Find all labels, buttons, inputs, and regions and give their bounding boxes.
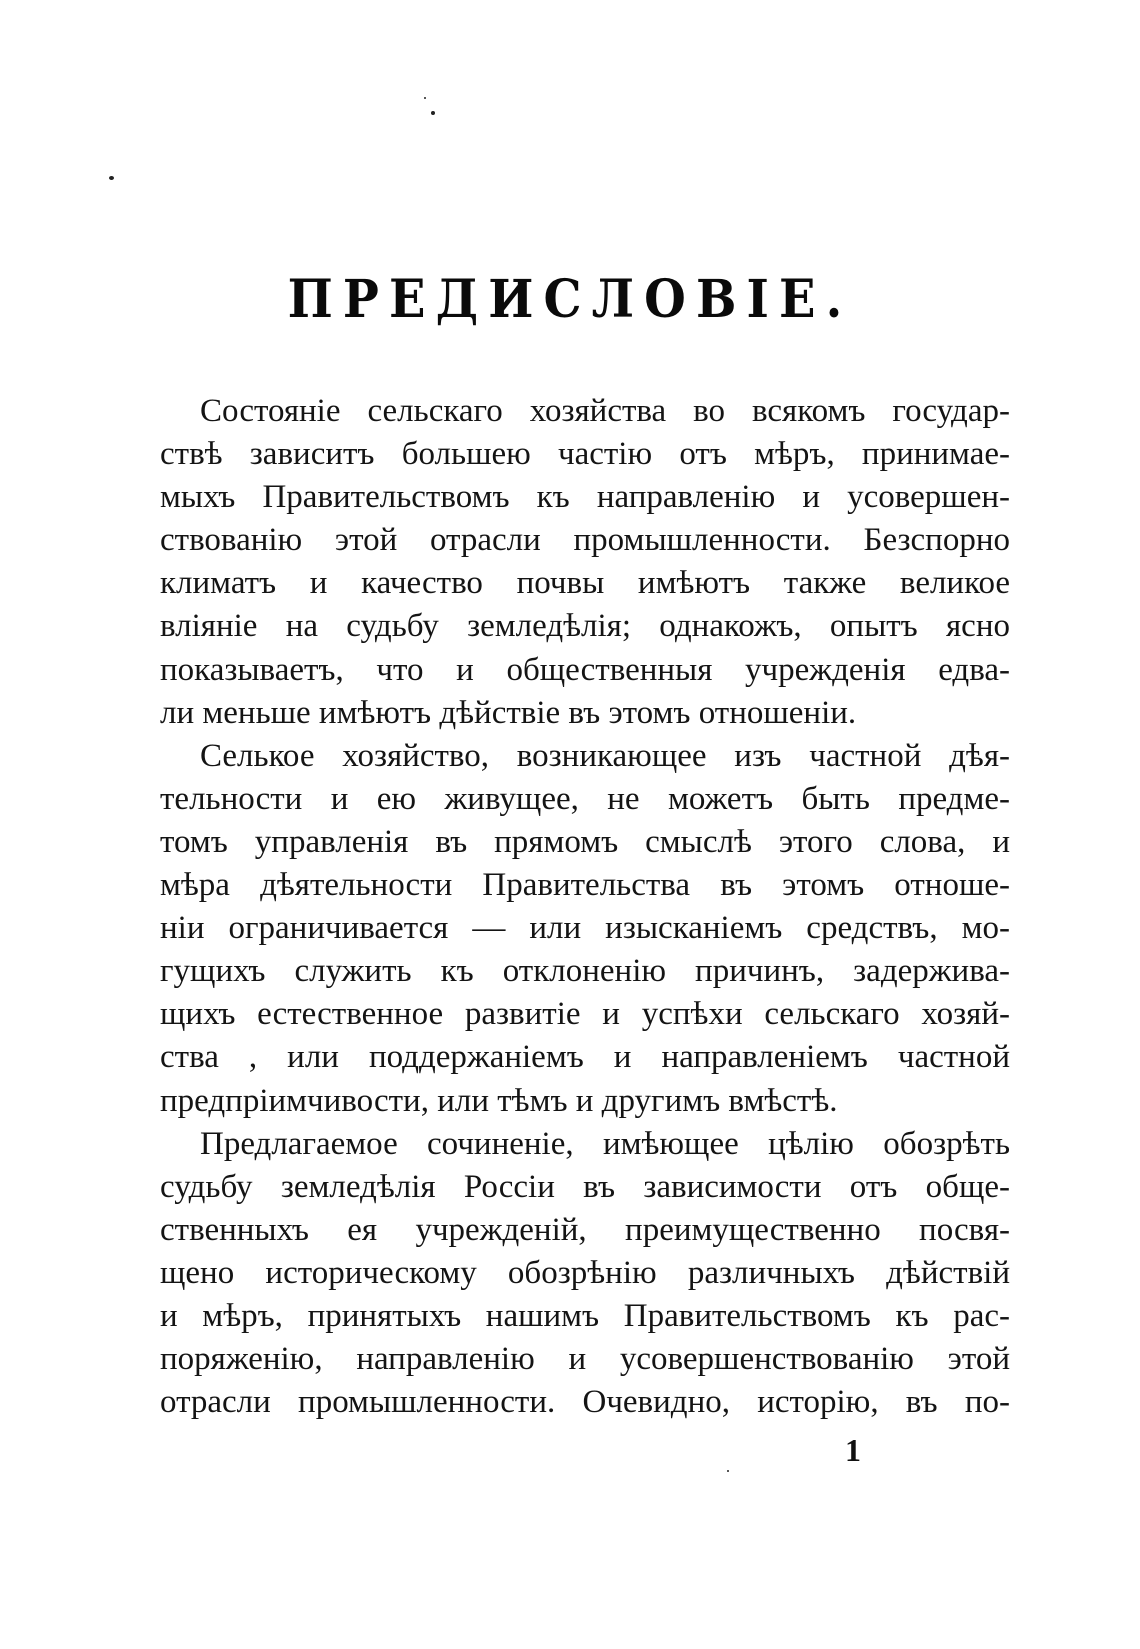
- text-line: мѣра дѣятельности Правительства въ этомъ отноше-: [160, 867, 1010, 904]
- text-line: Селькое хозяйство, возникающее изъ частной дѣя-: [200, 737, 1010, 774]
- text-line: ли меньше имѣютъ дѣйствіе въ этомъ отношеніи.: [160, 694, 857, 731]
- text-line: щихъ естественное развитіе и успѣхи сельскаго хозяй-: [160, 996, 1010, 1033]
- text-line: томъ управленія въ прямомъ смыслѣ этого слова, и: [160, 823, 1010, 860]
- text-line: ства , или поддержаніемъ и направленіемъ частной: [160, 1039, 1010, 1076]
- text-line: ніи ограничивается — или изысканіемъ средствъ, мо-: [160, 910, 1010, 947]
- text-line: предпріимчивости, или тѣмъ и другимъ вмѣстѣ.: [160, 1082, 838, 1119]
- page-title: ПРЕДИСЛОВІЕ.: [287, 269, 853, 330]
- text-line: вліяніе на судьбу земледѣлія; однакожъ, опытъ ясно: [160, 608, 1010, 645]
- text-line: гущихъ служить къ отклоненію причинъ, задержива-: [160, 953, 1010, 990]
- text-line: ственныхъ ея учрежденій, преимущественно посвя-: [160, 1211, 1010, 1248]
- text-line: показываетъ, что и общественныя учрежденія едва-: [160, 651, 1010, 688]
- text-line: отрасли промышленности. Очевидно, исторію, въ по-: [160, 1384, 1010, 1421]
- paragraph: [160, 1123, 1010, 1425]
- text-line: ствованію этой отрасли промышленности. Безспорно: [160, 522, 1010, 559]
- page-number: 1: [845, 1432, 861, 1468]
- scan-speck: [727, 1470, 729, 1472]
- text-line: Предлагаемое сочиненіе, имѣющее цѣлію обозрѣть: [200, 1125, 1010, 1162]
- text-line: щено историческому обозрѣнію различныхъ дѣйствій: [160, 1254, 1010, 1291]
- text-line: ствѣ зависитъ большею частію отъ мѣръ, принимае-: [160, 436, 1010, 473]
- scan-speck: [109, 176, 114, 180]
- paragraph: [160, 735, 1010, 1123]
- text-line: Состояніе сельскаго хозяйства во всякомъ государ-: [200, 393, 1010, 429]
- text-line: поряженію, направленію и усовершенствованію этой: [160, 1341, 1010, 1378]
- text-line: судьбу земледѣлія Россіи въ зависимости отъ обще-: [160, 1168, 1010, 1205]
- text-line: климатъ и качество почвы имѣютъ также великое: [160, 565, 1010, 602]
- scan-speck: [424, 97, 426, 99]
- paragraph: [160, 390, 1010, 735]
- body-text: [160, 390, 1010, 1424]
- text-line: мыхъ Правительствомъ къ направленію и усовершен-: [160, 479, 1010, 516]
- text-line: и мѣръ, принятыхъ нашимъ Правительствомъ къ рас-: [160, 1297, 1010, 1334]
- text-line: тельности и ею живущее, не можетъ быть предме-: [160, 780, 1010, 817]
- scan-speck: [431, 111, 435, 115]
